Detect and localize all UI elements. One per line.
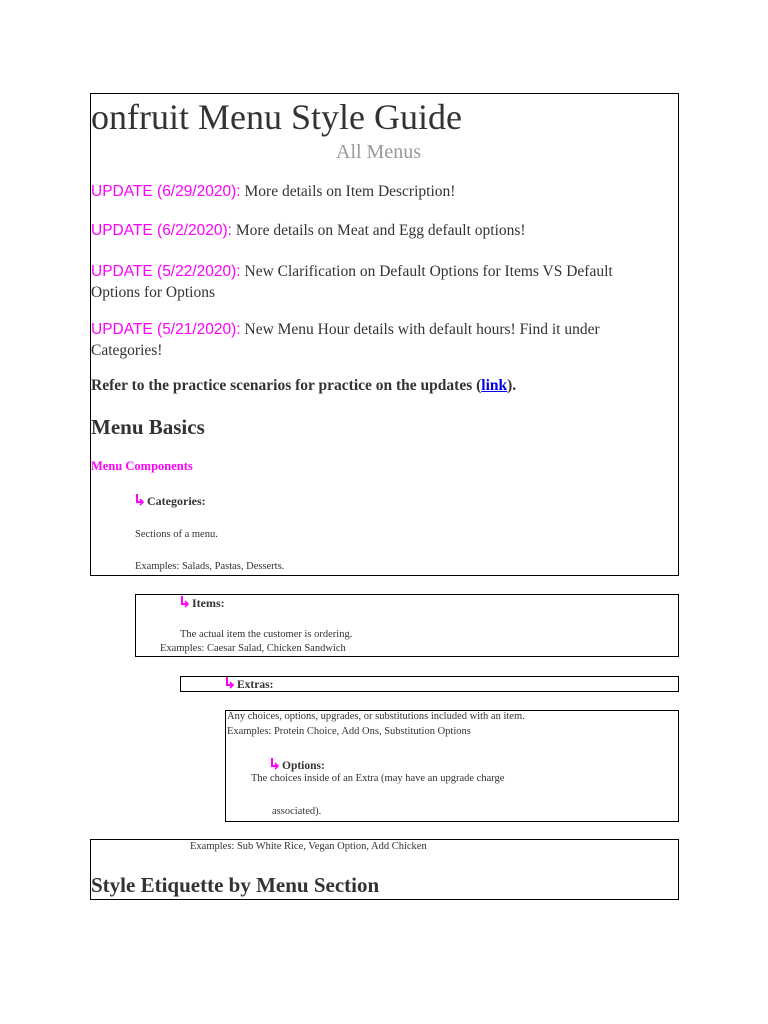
- update-2: [91, 222, 526, 240]
- update-2-text: More details on Meat and Egg default options!: [232, 222, 526, 239]
- options-title: [270, 758, 325, 772]
- items-desc: The actual item the customer is ordering.: [180, 629, 353, 640]
- page-title: onfruit Menu Style Guide: [91, 97, 462, 137]
- update-1: [91, 183, 455, 201]
- return-arrow-icon: [225, 677, 234, 689]
- return-arrow-icon: [180, 596, 189, 608]
- categories-desc: Sections of a menu.: [135, 529, 218, 540]
- update-4-text-line1: New Menu Hour details with default hours! Find it under: [240, 321, 600, 338]
- options-title-text: Options:: [282, 760, 325, 772]
- practice-link[interactable]: link: [481, 377, 508, 394]
- style-etiquette-heading: Style Etiquette by Menu Section: [91, 873, 380, 897]
- update-3-text-line1: New Clarification on Default Options for Items VS Default: [240, 263, 613, 280]
- items-examples: Examples: Caesar Salad, Chicken Sandwich: [160, 643, 346, 654]
- categories-title-text: Categories:: [147, 494, 206, 508]
- update-1-label: UPDATE (6/29/2020):: [91, 183, 241, 200]
- categories-examples: Examples: Salads, Pastas, Desserts.: [135, 561, 285, 572]
- items-title-text: Items:: [192, 596, 225, 610]
- extras-title: [225, 677, 273, 691]
- update-4-text-line2: Categories!: [91, 342, 163, 359]
- menu-basics-heading: Menu Basics: [91, 415, 205, 439]
- categories-title: [135, 494, 206, 509]
- options-desc-line2: associated).: [272, 806, 322, 817]
- extras-examples: Examples: Protein Choice, Add Ons, Substitution Options: [227, 726, 471, 737]
- practice-text-end: ).: [507, 377, 517, 394]
- update-3: [91, 261, 613, 303]
- update-4-label: UPDATE (5/21/2020):: [91, 321, 241, 338]
- return-arrow-icon: [270, 758, 279, 770]
- update-1-text: More details on Item Description!: [240, 183, 456, 200]
- return-arrow-icon: [135, 494, 144, 506]
- options-examples: Examples: Sub White Rice, Vegan Option, Add Chicken: [190, 841, 427, 852]
- options-desc-line1: The choices inside of an Extra (may have an upgrade charge: [251, 773, 505, 784]
- extras-title-text: Extras:: [237, 679, 274, 691]
- items-title: [180, 596, 225, 611]
- page-subtitle: All Menus: [336, 141, 421, 163]
- extras-desc: Any choices, options, upgrades, or substitutions included with an item.: [227, 711, 525, 722]
- update-3-label: UPDATE (5/22/2020):: [91, 263, 241, 280]
- menu-components-heading: Menu Components: [91, 459, 193, 473]
- update-4: [91, 319, 600, 361]
- practice-note: [91, 377, 516, 395]
- update-2-label: UPDATE (6/2/2020):: [91, 222, 232, 239]
- update-3-text-line2: Options for Options: [91, 284, 215, 301]
- practice-text: Refer to the practice scenarios for practice on the updates (: [91, 377, 482, 394]
